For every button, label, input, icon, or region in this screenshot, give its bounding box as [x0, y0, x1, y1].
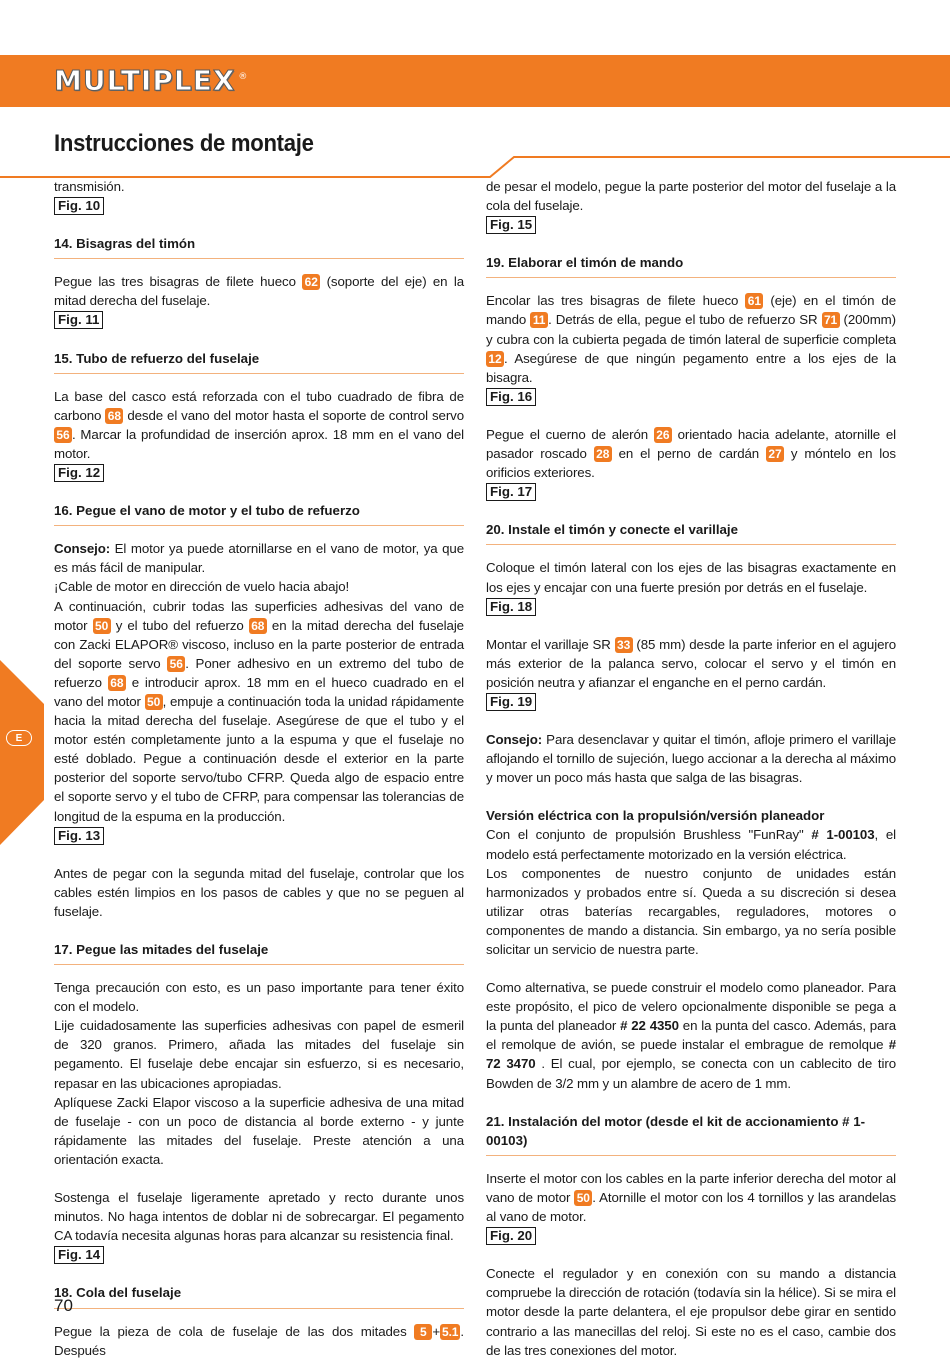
order-number: # 72 3470 [486, 1037, 896, 1072]
paragraph: ¡Cable de motor en dirección de vuelo hacia abajo! [54, 579, 350, 595]
left-column [54, 177, 464, 1360]
paragraph: Montar el varillaje SR 33 (85 mm) desde la parte inferior en el agujero más exterior de la palanca servo, colocar el servo y el timón en posición neutra y afianzar el enganche en el perno cardán. [486, 636, 896, 690]
part-number-badge: 56 [167, 656, 185, 672]
figure-ref: Fig. 12 [54, 464, 104, 482]
part-number-badge: 61 [745, 293, 763, 309]
paragraph: Pegue la pieza de cola de fuselaje de las dos mitades 5 + 5.1 . Después [54, 1323, 464, 1358]
tip-label: Consejo: [54, 541, 111, 557]
part-number-badge: 50 [93, 618, 111, 634]
part-number-badge: 50 [145, 694, 163, 710]
paragraph: Coloque el timón lateral con los ejes de las bisagras exactamente en los ejes y encajar con una fuerte presión por detrás en el fuselaje. [486, 560, 896, 595]
paragraph: Tenga precaución con esto, es un paso importante para tener éxito con el modelo. [54, 980, 464, 1015]
figure-ref: Fig. 15 [486, 216, 536, 234]
section-heading: 16. Pegue el vano de motor y el tubo de refuerzo [54, 501, 464, 526]
paragraph: Aplíquese Zacki Elapor viscoso a la superficie adhesiva de una mitad de fuselaje - con un poco de distancia al borde externo - y junte rápidamente las mitades del fuselaje. Preste atención a una orientación exacta. [54, 1094, 464, 1167]
right-column [486, 177, 896, 1360]
section-heading: 20. Instale el timón y conecte el varillaje [486, 520, 896, 545]
paragraph: Sostenga el fuselaje ligeramente apretado y recto durante unos minutos. No haga intentos de doblar ni de sobrecargar. El pegamento CA todavía necesita algunas horas para alcanzar su resistencia final. [54, 1190, 464, 1244]
paragraph: Los componentes de nuestro conjunto de unidades están harmonizados y probados entre sí. Queda a su discreción si desea utilizar otras baterías recargables, reguladores, motores o componentes de mando a distancia. Sin embargo, ya no sería posible solicitar un servicio de nuestra parte. [486, 865, 896, 957]
part-number-badge: 56 [54, 427, 72, 443]
section-heading: 15. Tubo de refuerzo del fuselaje [54, 349, 464, 374]
figure-ref: Fig. 19 [486, 693, 536, 711]
part-number-badge: 26 [654, 427, 672, 443]
logo-text: MULTIPLEX [54, 64, 236, 97]
section-heading: 19. Elaborar el timón de mando [486, 253, 896, 278]
paragraph: transmisión. [54, 179, 125, 194]
figure-ref: Fig. 17 [486, 483, 536, 501]
side-tab [0, 660, 44, 845]
language-badge: E [6, 730, 32, 746]
figure-ref: Fig. 10 [54, 197, 104, 215]
section-heading: Versión eléctrica con la propulsión/versión planeador [486, 808, 825, 824]
part-number-badge: 12 [486, 351, 504, 367]
part-number-badge: 68 [249, 618, 267, 634]
part-number-badge: 33 [615, 637, 633, 653]
section-heading: 21. Instalación del motor (desde el kit de accionamiento # 1-00103) [486, 1112, 896, 1156]
paragraph: Pegue las tres bisagras de filete hueco 62 (soporte del eje) en la mitad derecha del fuselaje. [54, 274, 464, 309]
section-heading: 17. Pegue las mitades del fuselaje [54, 940, 464, 965]
paragraph: Conecte el regulador y en conexión con su mando a distancia compruebe la dirección de rotación (todavía sin la hélice). Si se mira el motor desde la parte delantera, el eje propulsor debe girar en sentido contrario a las manecillas del reloj. Si este no es el caso, cambie dos de las tres conexiones del motor. [486, 1266, 896, 1358]
part-number-badge: 71 [822, 312, 840, 328]
page-number: 70 [54, 1296, 73, 1315]
tip-label: Consejo: [486, 732, 543, 748]
paragraph: Con el conjunto de propulsión Brushless "FunRay" # 1-00103, el modelo está perfectamente motorizado en la versión eléctrica. [486, 827, 896, 862]
section-heading: 14. Bisagras del timón [54, 234, 464, 259]
figure-ref: Fig. 13 [54, 827, 104, 845]
paragraph: Pegue el cuerno de alerón 26 orientado hacia adelante, atornille el pasador roscado 28 en el perno de cardán 27 y móntelo en los orificios exteriores. [486, 426, 896, 481]
tip-paragraph: Consejo: Para desenclavar y quitar el timón, afloje primero el varillaje aflojando el tornillo de sujeción, luego accionar a la derecha al máximo y mover un poco más hasta que salga de las bisagras. [486, 732, 896, 786]
figure-ref: Fig. 14 [54, 1246, 104, 1264]
figure-ref: Fig. 16 [486, 388, 536, 406]
paragraph: Inserte el motor con los cables en la parte inferior derecha del motor al vano de motor 50 . Atornille el motor con los 4 tornillos y las arandelas al vano de motor. [486, 1170, 896, 1225]
part-number-badge: 27 [766, 446, 784, 462]
multiplex-logo [54, 64, 249, 97]
part-number-badge: 62 [302, 274, 320, 290]
figure-ref: Fig. 20 [486, 1227, 536, 1245]
part-number-badge: 50 [574, 1190, 592, 1206]
part-number-badge: 11 [530, 312, 548, 328]
section-heading: 18. Cola del fuselaje [54, 1283, 464, 1308]
part-number-badge: 5 [414, 1324, 432, 1340]
part-number-badge: 68 [108, 675, 126, 691]
paragraph: de pesar el modelo, pegue la parte posterior del motor del fuselaje a la cola del fuselaje. [486, 179, 896, 214]
paragraph: Como alternativa, se puede construir el modelo como planeador. Para este propósito, el pico de velero opcionalmente disponible se pega a la punta del planeador # 22 4350 en la punta del casco. Además, para el remolque de avión, se puede instalar el embrague de remolque # 72 3470 . El cual, por ejemplo, se conecta con un cablecito de tiro Bowden de 3/2 mm y un alambre de acero de 1 mm. [486, 980, 897, 1091]
order-number: # 1-00103 [811, 827, 875, 843]
part-number-badge: 68 [105, 408, 123, 424]
figure-ref: Fig. 11 [54, 311, 103, 329]
paragraph: Encolar las tres bisagras de filete hueco 61 (eje) en el timón de mando 11 . Detrás de ella, pegue el tubo de refuerzo SR 71 (200mm) y cubra con la cubierta pegada de timón lateral de superficie completa 12 . Asegúrese de que ningún pegamento entre a los ejes de la bisagra. [486, 293, 896, 385]
tip-paragraph: Consejo: El motor ya puede atornillarse en el vano de motor, ya que es más fácil de manipular. [54, 541, 464, 576]
figure-ref: Fig. 18 [486, 598, 536, 616]
paragraph: A continuación, cubrir todas las superficies adhesivas del vano de motor 50 y el tubo del refuerzo 68 en la mitad derecha del fuselaje con Zacki ELAPOR® viscoso, incluso en la parte posterior de entrada del soporte servo 56 . Poner adhesivo en un extremo del tubo de refuerzo 68 e introducir aprox. 18 mm en el hueco cuadrado en el vano del motor 50 , empuje a continuación toda la unidad rápidamente hacia la mitad derecha del fuselaje. Asegúrese de que el tubo y el motor estén completamente junto a la espuma y que el fuselaje no esté doblado. Pegue a continuación desde el exterior en la parte posterior del soporte servo/tubo CFRP. Queda algo de espacio entre el soporte servo y el tubo de CFRP, para compensar las tolerancias de longitud de la espuma en la producción. [54, 598, 464, 824]
page-title: Instrucciones de montaje [54, 130, 314, 157]
order-number: # 22 4350 [620, 1018, 679, 1034]
paragraph: La base del casco está reforzada con el tubo cuadrado de fibra de carbono 68 desde el vano del motor hasta el soporte de control servo 56 . Marcar la profundidad de inserción aprox. 18 mm en el vano del motor. [54, 388, 464, 461]
paragraph: Lije cuidadosamente las superficies adhesivas con papel de esmeril de 320 granos. Primero, añada las mitades del fuselaje sin pegamento. El fuselaje debe encajar sin esfuerzo, si es necesario, repasar en las ubicaciones apropiadas. [54, 1018, 464, 1091]
part-number-badge: 5.1 [442, 1324, 459, 1339]
paragraph: Antes de pegar con la segunda mitad del fuselaje, controlar que los cables estén limpios en los pasos de cables y que no se peguen al fuselaje. [54, 865, 464, 919]
logo-registered-mark: ® [238, 72, 249, 82]
part-number-badge: 28 [594, 446, 612, 462]
